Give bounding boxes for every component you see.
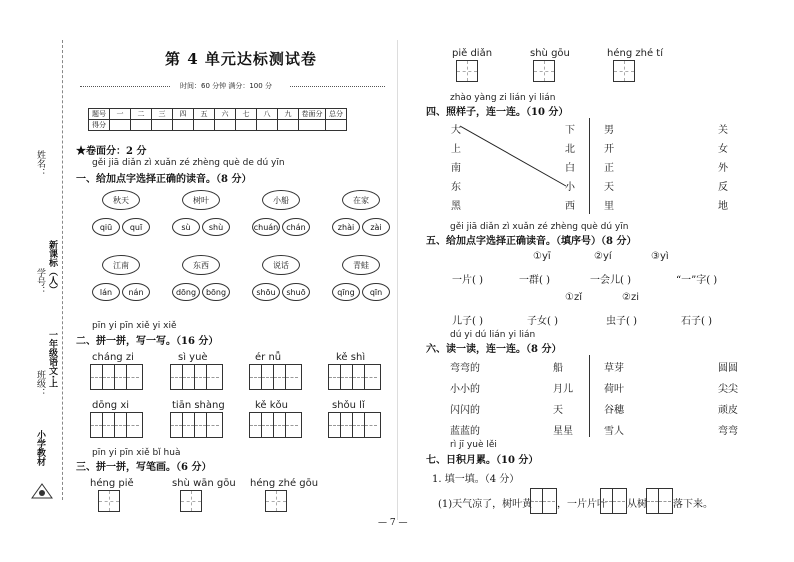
example-connection-line — [440, 120, 580, 200]
score-cell[interactable] — [278, 120, 299, 131]
q6-title: 六、读一读，连一连。（8 分） — [426, 344, 562, 355]
stroke-box[interactable] — [98, 490, 120, 512]
stroke-box[interactable] — [533, 60, 555, 82]
q2-pinyin: pīn yi pīn xiě yi xiě — [92, 321, 177, 331]
stroke-pinyin: piě diǎn — [452, 48, 493, 59]
q2-r2-pinyin: dōng xi — [92, 400, 130, 411]
page-divider — [397, 40, 398, 520]
score-header: 一 — [110, 109, 131, 120]
name-label: 姓名： — [35, 150, 45, 177]
q4-char[interactable]: 正 — [604, 163, 614, 174]
q6-word[interactable]: 闪闪的 — [450, 405, 480, 416]
q4-char[interactable]: 里 — [604, 201, 614, 212]
q4-char[interactable]: 大 — [451, 125, 461, 136]
class-label: 班级： — [35, 370, 45, 397]
q6-word[interactable]: 蓝蓝的 — [450, 426, 480, 437]
leaf-option-a[interactable]: chuán — [252, 218, 280, 236]
score-cell[interactable] — [299, 120, 326, 131]
score-header: 二 — [131, 109, 152, 120]
q7-title: 七、日积月累。（10 分） — [426, 455, 539, 466]
q2-r1-pinyin: cháng zi — [92, 352, 134, 363]
leaf-option-a[interactable]: shōu — [252, 283, 280, 301]
q4-char[interactable]: 北 — [565, 144, 575, 155]
q3-stroke-pinyin: héng zhé gōu — [250, 478, 319, 489]
q7-sentence-part: ，一片片叶 — [557, 499, 607, 510]
q6-word[interactable]: 月儿 — [553, 384, 573, 395]
q6-word[interactable]: 顽皮 — [718, 405, 738, 416]
leaf-option-a[interactable]: qiū — [92, 218, 120, 236]
leaf-option-a[interactable]: sù — [172, 218, 200, 236]
q4-column-divider — [589, 118, 590, 214]
leaf-option-a[interactable]: qīng — [332, 283, 360, 301]
q6-word[interactable]: 荷叶 — [604, 384, 624, 395]
q4-char[interactable]: 东 — [451, 182, 461, 193]
leaf-option-b[interactable]: quī — [122, 218, 150, 236]
dotted-rule — [80, 86, 170, 87]
apple-word: 东西 — [182, 255, 220, 275]
apple-word: 树叶 — [182, 190, 220, 210]
q4-char[interactable]: 黑 — [451, 201, 461, 212]
q5-option: ③yì — [651, 251, 669, 262]
leaf-option-b[interactable]: shuō — [282, 283, 310, 301]
leaf-option-a[interactable]: zhài — [332, 218, 360, 236]
score-cell[interactable] — [173, 120, 194, 131]
q5-pinyin: gěi jiā diǎn zì xuǎn zé zhèng què dú yīn — [450, 222, 629, 232]
q4-char[interactable]: 白 — [565, 163, 575, 174]
q5-item[interactable]: “一”字( ) — [676, 275, 718, 286]
q4-char[interactable]: 南 — [451, 163, 461, 174]
q6-word[interactable]: 星星 — [553, 426, 573, 437]
q2-title: 二、拼一拼，写一写。（16 分） — [76, 336, 219, 347]
q5-option: ②zi — [622, 292, 639, 303]
leaf-option-b[interactable]: shù — [202, 218, 230, 236]
q7-sentence-part: 从树 — [627, 499, 647, 510]
score-header: 四 — [173, 109, 194, 120]
q4-char[interactable]: 下 — [565, 125, 575, 136]
q4-char[interactable]: 男 — [604, 125, 614, 136]
writing-grid[interactable] — [170, 364, 223, 390]
q6-word[interactable]: 谷穗 — [604, 405, 624, 416]
writing-grid[interactable] — [249, 364, 302, 390]
q1-pinyin: gěi jiā diǎn zì xuǎn zé zhèng què de dú yīn — [92, 158, 285, 168]
q5-option: ①yī — [533, 251, 551, 262]
score-cell[interactable] — [236, 120, 257, 131]
stroke-pinyin: héng zhé tí — [607, 48, 663, 59]
apple-word: 在家 — [342, 190, 380, 210]
q7-sentence-part: (1)天气凉了，树叶黄 — [438, 499, 533, 510]
q3-pinyin: pīn yi pīn xiě bǐ huà — [92, 448, 181, 458]
dotted-rule — [290, 86, 385, 87]
q4-char[interactable]: 地 — [718, 201, 728, 212]
apple-word: 秋天 — [102, 190, 140, 210]
apple-word: 青蛙 — [342, 255, 380, 275]
q5-option: ②yí — [594, 251, 612, 262]
leaf-option-b[interactable]: zài — [362, 218, 390, 236]
q4-char[interactable]: 外 — [718, 163, 728, 174]
exam-meta: 时间：60 分钟 满分：100 分 — [180, 82, 272, 90]
q6-word[interactable]: 雪人 — [604, 426, 624, 437]
q6-word[interactable]: 草芽 — [604, 363, 624, 374]
q4-char[interactable]: 关 — [718, 125, 728, 136]
writing-grid[interactable] — [90, 364, 143, 390]
leaf-option-b[interactable]: nán — [122, 283, 150, 301]
q2-r2-pinyin: shǒu lǐ — [332, 400, 365, 411]
apple-word: 小船 — [262, 190, 300, 210]
leaf-option-a[interactable]: lán — [92, 283, 120, 301]
answer-grid[interactable] — [646, 488, 673, 514]
q3-stroke-pinyin: héng piě — [90, 478, 134, 489]
q2-r1-pinyin: ér nǚ — [255, 352, 282, 363]
q3-title: 三、拼一拼，写笔画。（6 分） — [76, 462, 212, 473]
mascot-logo — [28, 480, 56, 502]
q4-char[interactable]: 西 — [565, 201, 575, 212]
q2-r2-pinyin: kě kǒu — [255, 400, 289, 411]
edition-label: 新课标（人） — [47, 240, 57, 294]
score-header: 八 — [257, 109, 278, 120]
q6-word[interactable]: 天 — [553, 405, 563, 416]
q4-char[interactable]: 天 — [604, 182, 614, 193]
page-title: 第 4 单元达标测试卷 — [165, 50, 317, 68]
writing-grid[interactable] — [170, 412, 223, 438]
score-cell[interactable] — [257, 120, 278, 131]
q5-item[interactable]: 石子( ) — [681, 316, 712, 327]
stroke-box[interactable] — [180, 490, 202, 512]
q5-item[interactable]: 一群( ) — [519, 275, 550, 286]
q5-option: ①zǐ — [565, 292, 582, 303]
page-number: — 7 — — [378, 518, 408, 528]
student-id-label: 学号： — [35, 268, 45, 295]
q5-item[interactable]: 虫子( ) — [606, 316, 637, 327]
stroke-box[interactable] — [456, 60, 478, 82]
q7-sentence-part: 落下来。 — [673, 499, 713, 510]
score-row-label: 得分 — [89, 120, 110, 131]
q5-item[interactable]: 一片( ) — [452, 275, 483, 286]
q4-title: 四、照样子，连一连。（10 分） — [426, 107, 569, 118]
score-cell[interactable] — [194, 120, 215, 131]
q5-item[interactable]: 一会儿( ) — [590, 275, 631, 286]
binding-line — [62, 40, 63, 500]
score-header: 六 — [215, 109, 236, 120]
leaf-option-b[interactable]: chán — [282, 218, 310, 236]
score-cell[interactable] — [215, 120, 236, 131]
grade-label: 一年级语文·上 — [47, 330, 57, 388]
q3-stroke-pinyin: shù wān gōu — [172, 478, 236, 489]
q2-r1-pinyin: sì yuè — [178, 352, 208, 363]
q7-pinyin: rì jī yuè lěi — [450, 440, 497, 450]
leaf-option-b[interactable]: qīn — [362, 283, 390, 301]
q4-char[interactable]: 小 — [565, 182, 575, 193]
writing-grid[interactable] — [328, 412, 381, 438]
score-cell[interactable] — [326, 120, 347, 131]
score-header: 三 — [152, 109, 173, 120]
score-header: 题号 — [89, 109, 110, 120]
q6-column-divider — [589, 355, 590, 437]
q5-item[interactable]: 子女( ) — [527, 316, 558, 327]
q6-word[interactable]: 圆圆 — [718, 363, 738, 374]
q4-pinyin: zhào yàng zi lián yi lián — [450, 93, 556, 103]
answer-grid[interactable] — [600, 488, 627, 514]
q6-word[interactable]: 尖尖 — [718, 384, 738, 395]
score-table — [88, 108, 347, 131]
q4-char[interactable]: 女 — [718, 144, 728, 155]
q6-word[interactable]: 弯弯的 — [450, 363, 480, 374]
stroke-box[interactable] — [613, 60, 635, 82]
q4-char[interactable]: 上 — [451, 144, 461, 155]
leaf-option-a[interactable]: dōng — [172, 283, 200, 301]
score-header: 卷面分 — [299, 109, 326, 120]
score-header: 七 — [236, 109, 257, 120]
score-header: 九 — [278, 109, 299, 120]
score-cell[interactable] — [152, 120, 173, 131]
apple-word: 江南 — [102, 255, 140, 275]
writing-grid[interactable] — [328, 364, 381, 390]
score-header: 五 — [194, 109, 215, 120]
q6-word[interactable]: 小小的 — [450, 384, 480, 395]
neatness-score: ★卷面分：2 分 — [76, 146, 147, 157]
apple-word: 说话 — [262, 255, 300, 275]
stroke-pinyin: shù gōu — [530, 48, 570, 59]
brand-label: 小学教材 — [35, 430, 45, 466]
q2-r2-pinyin: tiān shàng — [172, 400, 225, 411]
q1-title: 一、给加点字选择正确的读音。（8 分） — [76, 174, 252, 185]
writing-grid[interactable] — [249, 412, 302, 438]
q6-word[interactable]: 弯弯 — [718, 426, 738, 437]
score-cell[interactable] — [110, 120, 131, 131]
answer-grid[interactable] — [530, 488, 557, 514]
writing-grid[interactable] — [90, 412, 143, 438]
q6-word[interactable]: 船 — [553, 363, 563, 374]
q5-title: 五、给加点字选择正确读音。（填序号）（8 分） — [426, 236, 637, 247]
stroke-box[interactable] — [265, 490, 287, 512]
q6-pinyin: dú yi dú lián yi lián — [450, 330, 536, 340]
q4-char[interactable]: 开 — [604, 144, 614, 155]
q7-subtitle: 1. 填一填。（4 分） — [432, 474, 520, 485]
score-cell[interactable] — [131, 120, 152, 131]
score-header: 总分 — [326, 109, 347, 120]
q4-char[interactable]: 反 — [718, 182, 728, 193]
q5-item[interactable]: 儿子( ) — [452, 316, 483, 327]
leaf-option-b[interactable]: bōng — [202, 283, 230, 301]
q2-r1-pinyin: kě shì — [336, 352, 366, 363]
